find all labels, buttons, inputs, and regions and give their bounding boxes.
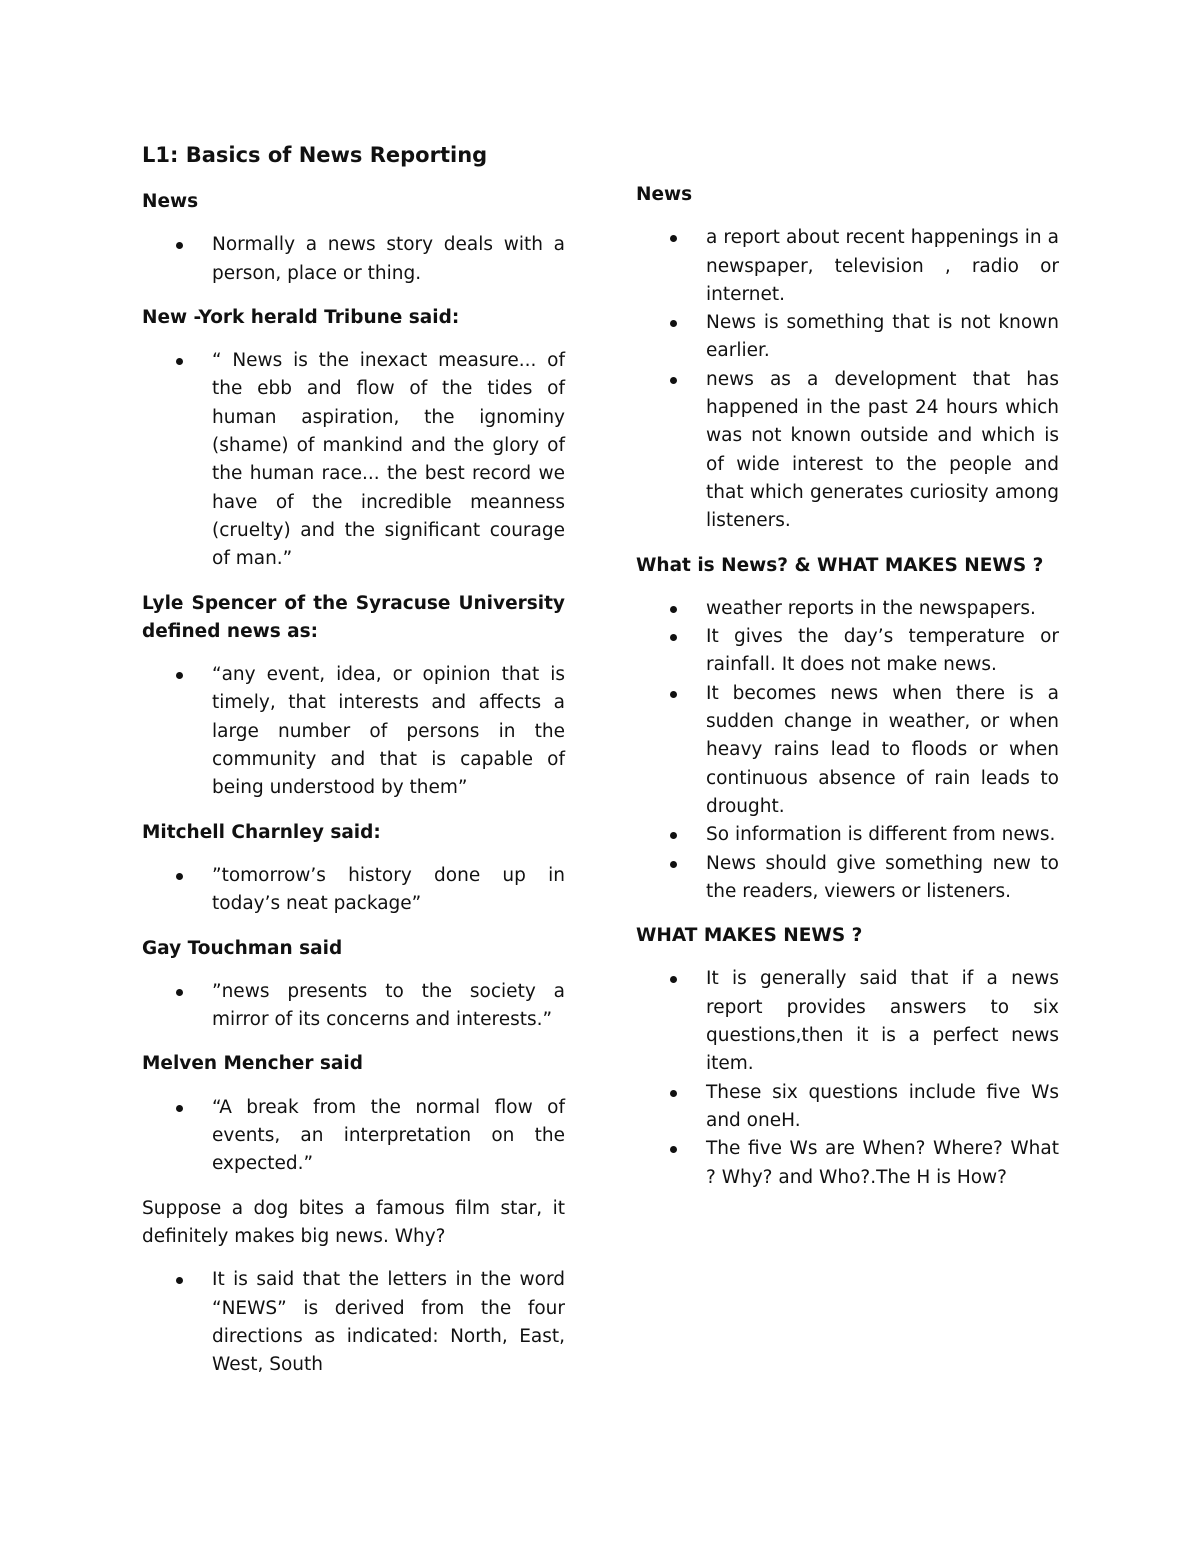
list-item: These six questions include five Ws and oneH. (636, 1079, 1059, 1136)
list-item: It is said that the letters in the word “NEWS” is derived from the four directions as indicated: North, East, West, South (142, 1266, 565, 1379)
document-title: L1: Basics of News Reporting (142, 143, 488, 167)
section-heading-herald: New -York herald Tribune said: (142, 306, 460, 328)
list-item: ”tomorrow’s history done up in today’s neat package” (142, 862, 565, 919)
left-column (142, 138, 565, 1395)
spencer-bullet-list (142, 661, 565, 802)
dog-paragraph: Suppose a dog bites a famous film star, it definitely makes big news. Why? (142, 1197, 565, 1247)
what-makes-news-list (636, 965, 1059, 1191)
what-is-news-list (636, 595, 1059, 906)
list-item: “ News is the inexact measure... of the ebb and flow of the tides of human aspiration, the ignominy (shame) of mankind and the glory of the human race... the best record we have of the incredible meanness (cruelty) and the significant courage of man.” (142, 347, 565, 573)
news-definition-list (636, 224, 1059, 535)
herald-bullet-list (142, 347, 565, 573)
section-heading-charnley: Mitchell Charnley said: (142, 821, 381, 843)
section-heading-news: News (142, 191, 199, 212)
section-heading-spencer: Lyle Spencer of the Syracuse University defined news as: (142, 592, 565, 642)
list-item: It gives the day’s temperature or rainfall. It does not make news. (636, 623, 1059, 680)
section-heading-mencher: Melven Mencher said (142, 1053, 363, 1075)
list-item: weather reports in the newspapers. (636, 595, 1059, 623)
list-item: News is something that is not known earlier. (636, 309, 1059, 366)
touchman-bullet-list (142, 978, 565, 1035)
list-item: So information is different from news. (636, 821, 1059, 849)
list-item: “A break from the normal flow of events, an interpretation on the expected.” (142, 1094, 565, 1179)
list-item: It is generally said that if a news report provides answers to six questions,then it is a perfect news item. (636, 965, 1059, 1078)
list-item: a report about recent happenings in a newspaper, television , radio or internet. (636, 224, 1059, 309)
dog-bullet-list (142, 1266, 565, 1379)
list-item: “any event, idea, or opinion that is timely, that interests and affects a large number of persons in the community and that is capable of being understood by them” (142, 661, 565, 802)
list-item: news as a development that has happened in the past 24 hours which was not known outside and which is of wide interest to the people and that which generates curiosity among listeners. (636, 366, 1059, 536)
list-item: ”news presents to the society a mirror of its concerns and interests.” (142, 978, 565, 1035)
list-item: News should give something new to the readers, viewers or listeners. (636, 850, 1059, 907)
charnley-bullet-list (142, 862, 565, 919)
section-heading-touchman: Gay Touchman said (142, 937, 343, 959)
list-item: The five Ws are When? Where? What ? Why? and Who?.The H is How? (636, 1135, 1059, 1192)
list-item: It becomes news when there is a sudden change in weather, or when heavy rains lead to floods or when continuous absence of rain leads to drought. (636, 680, 1059, 821)
section-heading-what-is-news: What is News? & WHAT MAKES NEWS ? (636, 554, 1044, 576)
mencher-bullet-list (142, 1094, 565, 1179)
section-heading-what-makes-news: WHAT MAKES NEWS ? (636, 925, 863, 947)
list-item: Normally a news story deals with a person, place or thing. (142, 231, 565, 288)
right-column (636, 181, 1059, 1208)
news-bullet-list (142, 231, 565, 288)
section-heading-news-right: News (636, 184, 693, 205)
